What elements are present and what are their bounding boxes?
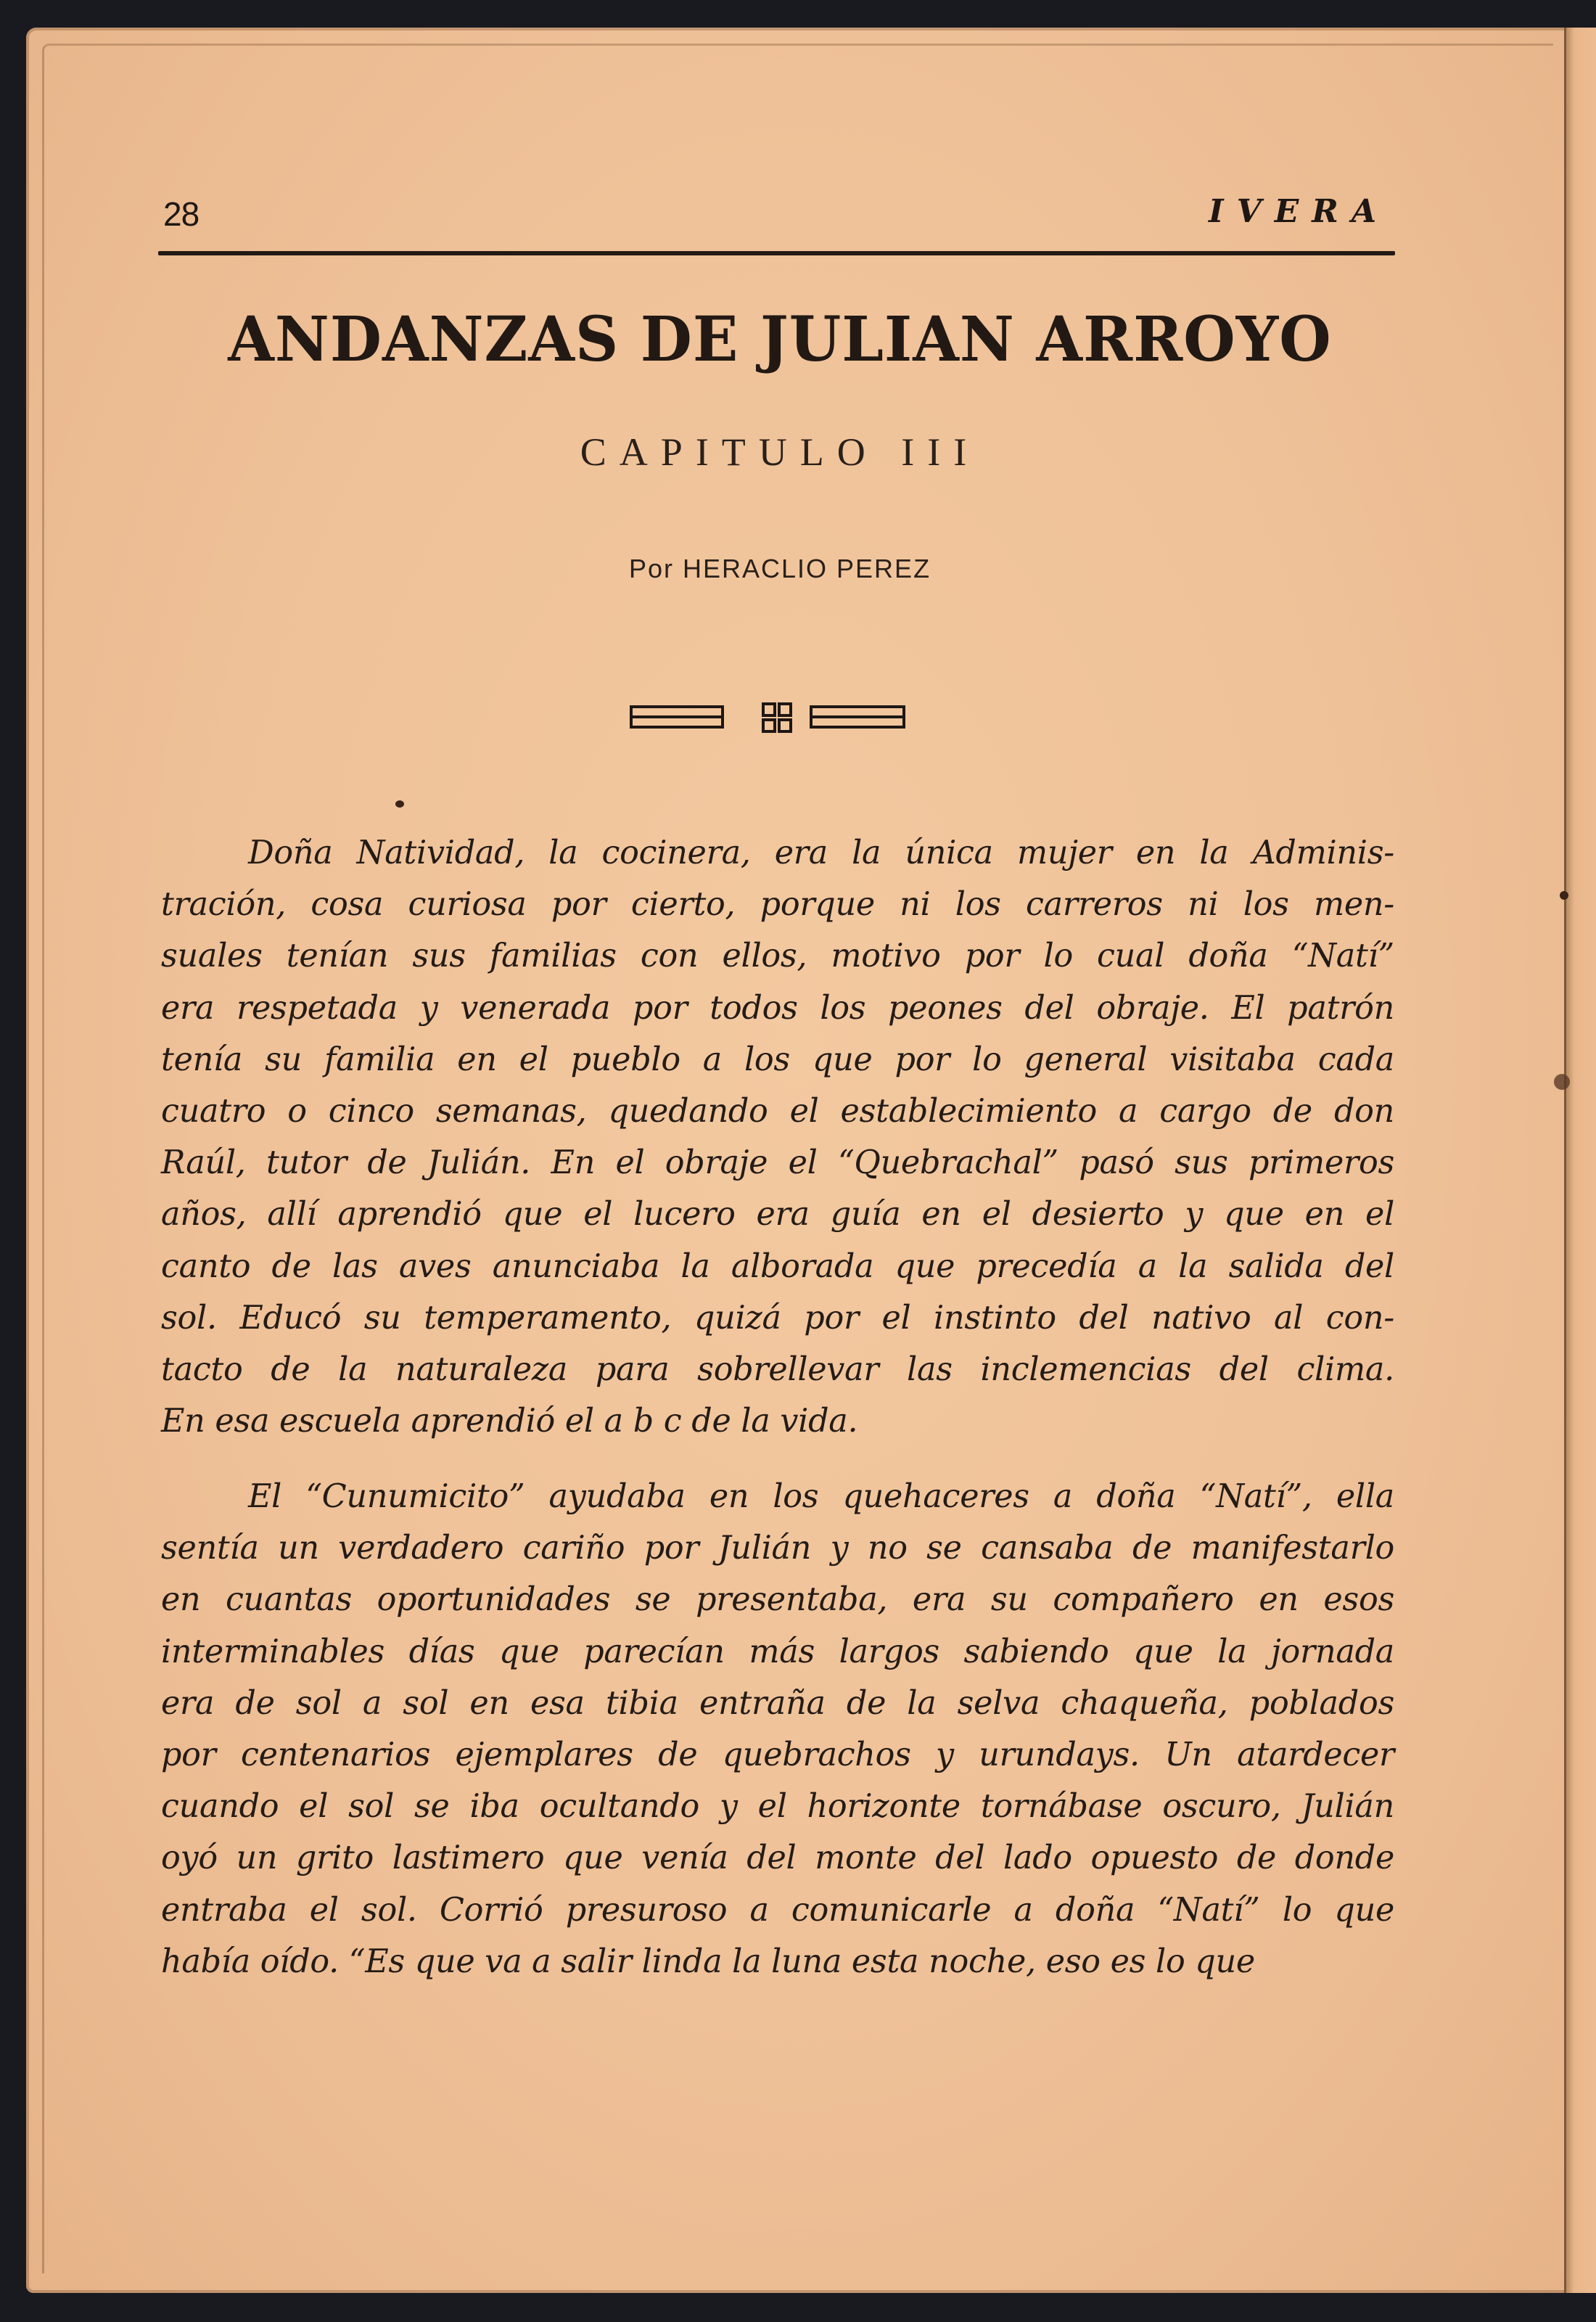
chapter-heading: CAPITULO III — [580, 430, 980, 474]
text-line: entraba el sol. Corrió presuroso a comunicarle a doña “Natí” lo que — [161, 1891, 1394, 1929]
text-line: por centenarios ejemplares de quebrachos y urundays. Un atardecer — [161, 1736, 1394, 1774]
text-line: sentía un verdadero cariño por Julián y no se cansaba de manifestarlo — [161, 1530, 1394, 1567]
ink-stain — [1554, 1074, 1570, 1090]
author-name: HERACLIO PEREZ — [682, 554, 931, 583]
ornament-square — [763, 704, 775, 715]
text-line: había oído. “Es que va a salir linda la luna esta noche, eso es lo que — [161, 1942, 1255, 1980]
text-line: canto de las aves anunciaba la alborada que precedía a la salida del — [161, 1247, 1394, 1285]
ornament-square — [763, 720, 775, 731]
ink-stain — [1560, 891, 1568, 900]
text-line: cuatro o cinco semanas, quedando el establecimiento a cargo de don — [161, 1093, 1394, 1131]
text-line: suales tenían sus familias con ellos, motivo por lo cual doña “Natí” — [161, 938, 1394, 975]
text-line: tacto de la naturaleza para sobrellevar las inclemencias del clima. — [161, 1351, 1394, 1389]
text-line: era de sol a sol en esa tibia entraña de la selva chaqueña, poblados — [161, 1684, 1394, 1722]
byline — [0, 554, 1560, 584]
text-line: años, allí aprendió que el lucero era guía en el desierto y que en el — [161, 1196, 1394, 1234]
ornament-square — [779, 720, 791, 731]
text-line: El “Cunumicito” ayudaba en los quehaceres a doña “Natí”, ella — [248, 1478, 1394, 1515]
ornament-square — [779, 704, 791, 715]
text-line: En esa escuela aprendió el a b c de la vida. — [161, 1403, 858, 1440]
journal-name: IVERA — [1209, 193, 1389, 230]
paragraph-2 — [161, 1471, 1394, 1987]
book-gutter — [1564, 28, 1596, 2293]
text-line: tenía su familia en el pueblo a los que por lo general visitaba cada — [161, 1041, 1394, 1078]
text-line: sol. Educó su temperamento, quizá por el instinto del nativo al con- — [161, 1299, 1394, 1337]
text-line: era respetada y venerada por todos los peones del obraje. El patrón — [161, 989, 1394, 1027]
ink-stain — [395, 800, 404, 808]
byline-prefix: Por — [628, 554, 674, 583]
text-line: Raúl, tutor de Julián. En el obraje el “Quebrachal” pasó sus primeros — [161, 1144, 1394, 1182]
text-line: interminables días que parecían más largos sabiendo que la jornada — [161, 1633, 1394, 1670]
article-title: ANDANZAS DE JULIAN ARROYO — [228, 303, 1332, 376]
page-number: 28 — [163, 195, 200, 233]
text-line: en cuantas oportunidades se presentaba, era su compañero en esos — [161, 1581, 1394, 1619]
ornament-icon — [628, 697, 933, 740]
header-rule — [158, 251, 1395, 255]
text-line: tración, cosa curiosa por cierto, porque ni los carreros ni los men- — [161, 886, 1394, 924]
text-line: cuando el sol se iba ocultando y el horizonte tornábase oscuro, Julián — [161, 1788, 1394, 1826]
text-line: oyó un grito lastimero que venía del monte del lado opuesto de donde — [161, 1839, 1394, 1877]
paragraph-1 — [161, 827, 1394, 1447]
text-line: Doña Natividad, la cocinera, era la única mujer en la Adminis- — [248, 834, 1394, 871]
